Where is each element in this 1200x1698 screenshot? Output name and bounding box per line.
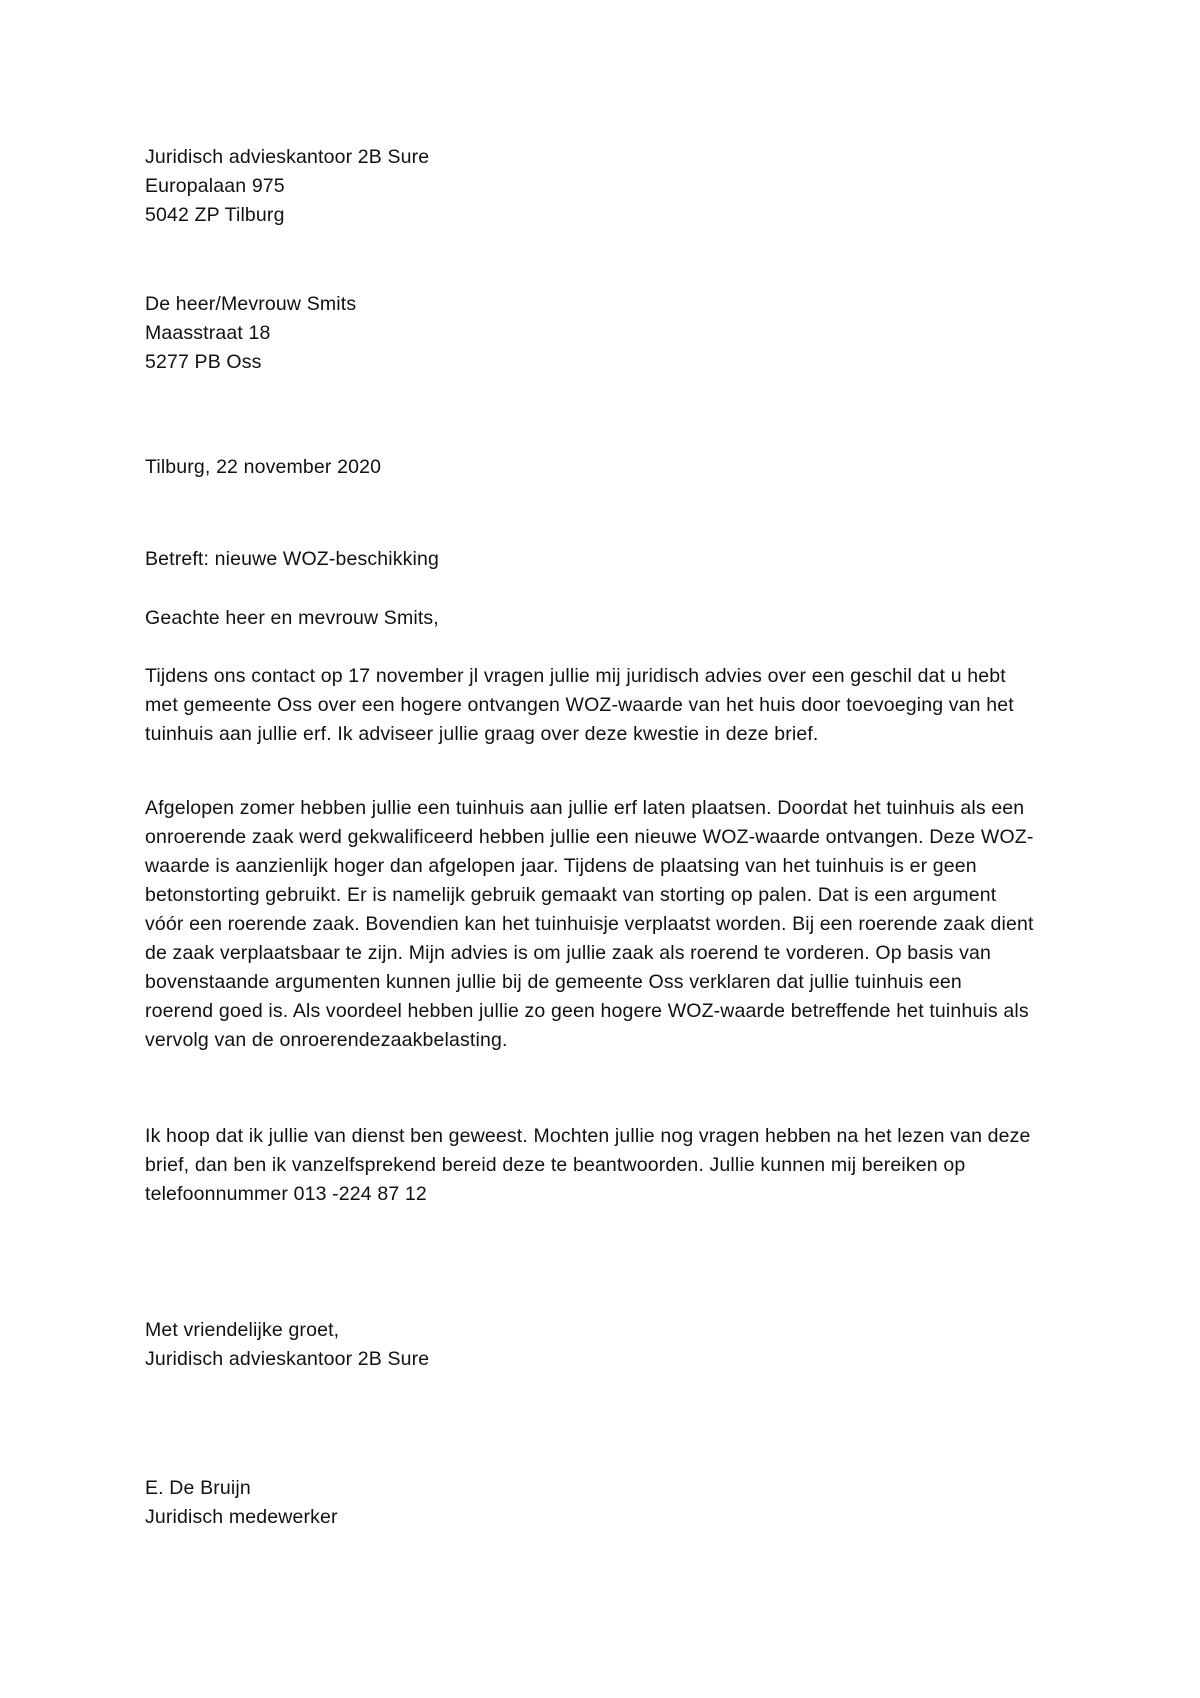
paragraph-line: vóór een roerende zaak. Bovendien kan het tuinhuisje verplaatst worden. Bij een roerende zaak dient — [145, 913, 1034, 935]
paragraph-line: tuinhuis aan jullie erf. Ik adviseer jullie graag over deze kwestie in deze brief. — [145, 723, 819, 745]
paragraph-line: vervolg van de onroerendezaakbelasting. — [145, 1029, 508, 1051]
paragraph-line: onroerende zaak werd gekwalificeerd hebben jullie een nieuwe WOZ-waarde ontvangen. Deze WOZ- — [145, 826, 1034, 848]
sender-name: Juridisch advieskantoor 2B Sure — [145, 146, 430, 168]
subject-line: Betreft: nieuwe WOZ-beschikking — [145, 548, 440, 570]
paragraph-line: met gemeente Oss over een hogere ontvangen WOZ-waarde van het huis door toevoeging van het — [145, 694, 1014, 716]
paragraph-intro — [145, 662, 1065, 749]
signature-role: Juridisch medewerker — [145, 1506, 338, 1528]
subject-block — [145, 545, 1065, 574]
recipient-street: Maasstraat 18 — [145, 322, 271, 344]
paragraph-line: Ik hoop dat ik jullie van dienst ben geweest. Mochten jullie nog vragen hebben na het lezen van deze — [145, 1125, 1031, 1147]
recipient-name: De heer/Mevrouw Smits — [145, 293, 357, 315]
paragraph-line: telefoonnummer 013 -224 87 12 — [145, 1183, 427, 1205]
salutation: Geachte heer en mevrouw Smits, — [145, 607, 439, 629]
sender-street: Europalaan 975 — [145, 175, 285, 197]
paragraph-advice — [145, 794, 1065, 1055]
sender-postal-city: 5042 ZP Tilburg — [145, 204, 285, 226]
signature-name: E. De Bruijn — [145, 1477, 251, 1499]
paragraph-line: roerend goed is. Als voordeel hebben jullie zo geen hogere WOZ-waarde betreffende het tuinhuis als — [145, 1000, 1029, 1022]
signature-block — [145, 1474, 1065, 1532]
paragraph-line: Tijdens ons contact op 17 november jl vragen jullie mij juridisch advies over een geschil dat u hebt — [145, 665, 1006, 687]
paragraph-line: brief, dan ben ik vanzelfsprekend bereid deze te beantwoorden. Jullie kunnen mij bereiken op — [145, 1154, 966, 1176]
paragraph-line: bovenstaande argumenten kunnen jullie bij de gemeente Oss verklaren dat jullie tuinhuis een — [145, 971, 962, 993]
sender-address — [145, 143, 1065, 230]
paragraph-closing — [145, 1122, 1065, 1209]
paragraph-line: betonstorting gebruikt. Er is namelijk gebruik gemaakt van storting op palen. Dat is een argument — [145, 884, 997, 906]
date-line: Tilburg, 22 november 2020 — [145, 456, 382, 478]
recipient-postal-city: 5277 PB Oss — [145, 351, 262, 373]
date-line-block — [145, 453, 1065, 482]
closing-block — [145, 1316, 1065, 1374]
paragraph-line: waarde is aanzienlijk hoger dan afgelopen jaar. Tijdens de plaatsing van het tuinhuis is er geen — [145, 855, 977, 877]
paragraph-line: de zaak verplaatsbaar te zijn. Mijn advies is om jullie zaak als roerend te vorderen. Op basis van — [145, 942, 992, 964]
closing-company: Juridisch advieskantoor 2B Sure — [145, 1348, 430, 1370]
recipient-address — [145, 290, 1065, 377]
salutation-block — [145, 604, 1065, 633]
paragraph-line: Afgelopen zomer hebben jullie een tuinhuis aan jullie erf laten plaatsen. Doordat het tuinhuis als een — [145, 797, 1025, 819]
closing-greeting: Met vriendelijke groet, — [145, 1319, 340, 1341]
